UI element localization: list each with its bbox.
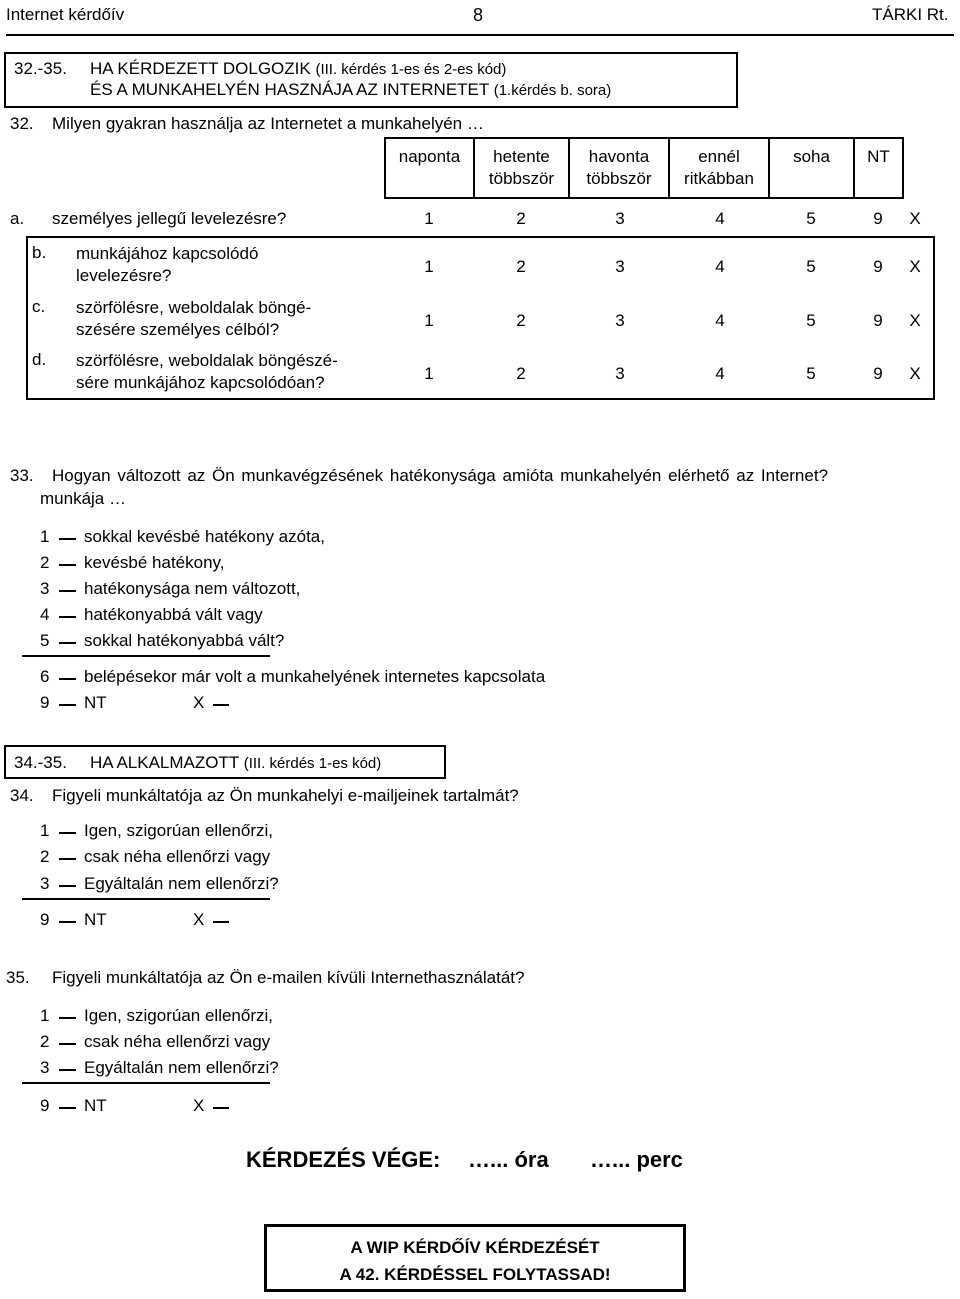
q33-opt-2-label: kevésbé hatékony, <box>84 553 225 572</box>
code-2[interactable]: 2 <box>516 364 526 383</box>
col-label: NT <box>867 147 890 166</box>
filter-line2-main: ÉS A MUNKAHELYÉN HASZNÁJA AZ INTERNETET <box>90 80 489 99</box>
q35-nt-code[interactable]: 9 <box>40 1096 50 1115</box>
row-d-line1: szörfölésre, weboldalak böngészé- <box>76 351 338 370</box>
col-ennel <box>670 146 768 190</box>
filter-line1 <box>90 59 506 79</box>
dash <box>59 1107 76 1109</box>
q35-opt-2-code[interactable]: 2 <box>40 1032 50 1051</box>
dash <box>59 858 76 860</box>
dash <box>59 616 76 618</box>
col-label: ennél <box>698 147 740 166</box>
q33-nt-label: NT <box>84 693 107 712</box>
code-3[interactable]: 3 <box>615 209 625 228</box>
row-d-label <box>76 350 338 394</box>
dash <box>59 564 76 566</box>
code-5[interactable]: 5 <box>806 311 816 330</box>
col-nt <box>855 146 902 168</box>
filter-qnum: 32.-35. <box>14 59 67 78</box>
dash <box>59 704 76 706</box>
q33-opt-1-code[interactable]: 1 <box>40 527 50 546</box>
header-right: TÁRKI Rt. <box>872 5 949 24</box>
code-9[interactable]: 9 <box>873 257 883 276</box>
code-5[interactable]: 5 <box>806 209 816 228</box>
q33-opt-4-code[interactable]: 4 <box>40 605 50 624</box>
end-hour-field[interactable]: …... óra <box>468 1147 549 1172</box>
q32-text: Milyen gyakran használja az Internetet a munkahelyén … <box>52 114 484 133</box>
page-number: 8 <box>473 5 484 25</box>
code-9[interactable]: 9 <box>873 209 883 228</box>
q33-opt-3-code[interactable]: 3 <box>40 579 50 598</box>
q33-text2: munkája … <box>40 489 126 508</box>
continue-line1: A WIP KÉRDŐÍV KÉRDEZÉSÉT <box>350 1238 600 1257</box>
row-a-label: személyes jellegű levelezésre? <box>52 209 287 228</box>
row-b-label <box>76 243 258 287</box>
code-2[interactable]: 2 <box>516 209 526 228</box>
row-b-letter: b. <box>32 243 47 262</box>
filter-line2 <box>90 80 611 100</box>
q35-opt-3-label: Egyáltalán nem ellenőrzi? <box>84 1058 279 1077</box>
q33-opt-6-label: belépésekor már volt a munkahelyének internetes kapcsolata <box>84 667 546 686</box>
end-label: KÉRDEZÉS VÉGE: <box>246 1147 441 1172</box>
col-havonta <box>570 146 668 190</box>
code-x[interactable]: X <box>909 364 921 383</box>
code-4[interactable]: 4 <box>715 311 725 330</box>
dash <box>59 921 76 923</box>
code-3[interactable]: 3 <box>615 311 625 330</box>
q33-opt-1-label: sokkal kevésbé hatékony azóta, <box>84 527 325 546</box>
q34-nt-label: NT <box>84 910 107 929</box>
row-c-label <box>76 297 311 341</box>
col-label: havonta <box>588 147 650 166</box>
code-1[interactable]: 1 <box>424 311 434 330</box>
col-label: hetente <box>493 147 550 166</box>
q34-number: 34. <box>10 786 34 805</box>
q34-text: Figyeli munkáltatója az Ön munkahelyi e-mailjeinek tartalmát? <box>52 786 519 805</box>
q34-x-code[interactable]: X <box>193 910 205 929</box>
col-label: többször <box>488 169 555 188</box>
row-b-line1: munkájához kapcsolódó <box>76 244 259 263</box>
filter2-main: HA ALKALMAZOTT <box>90 753 239 772</box>
q35-opt-2-label: csak néha ellenőrzi vagy <box>84 1032 271 1051</box>
q33-opt-2-code[interactable]: 2 <box>40 553 50 572</box>
q35-opt-1-label: Igen, szigorúan ellenőrzi, <box>84 1006 274 1025</box>
dash <box>59 538 76 540</box>
dash <box>59 1043 76 1045</box>
code-4[interactable]: 4 <box>715 209 725 228</box>
q34-opt-2-label: csak néha ellenőrzi vagy <box>84 847 271 866</box>
row-c-line2: szésére személyes célból? <box>76 320 280 339</box>
dash <box>213 704 229 706</box>
header-left: Internet kérdőív <box>6 5 125 24</box>
separator-line <box>22 898 270 900</box>
col-hetente <box>475 146 568 190</box>
q33-opt-3-label: hatékonysága nem változott, <box>84 579 301 598</box>
dash <box>213 1107 229 1109</box>
row-d-line2: sére munkájához kapcsolódóan? <box>76 373 325 392</box>
q35-x-code[interactable]: X <box>193 1096 205 1115</box>
code-2[interactable]: 2 <box>516 311 526 330</box>
code-5[interactable]: 5 <box>806 257 816 276</box>
separator-line <box>22 655 270 657</box>
code-4[interactable]: 4 <box>715 364 725 383</box>
dash <box>59 590 76 592</box>
q34-opt-1-label: Igen, szigorúan ellenőrzi, <box>84 821 274 840</box>
q34-opt-2-code[interactable]: 2 <box>40 847 50 866</box>
dash <box>59 1017 76 1019</box>
filter-line1-main: HA KÉRDEZETT DOLGOZIK <box>90 59 311 78</box>
row-b-line2: levelezésre? <box>76 266 172 285</box>
q35-opt-3-code[interactable]: 3 <box>40 1058 50 1077</box>
col-label: soha <box>793 147 830 166</box>
q33-opt-6-code[interactable]: 6 <box>40 667 50 686</box>
separator-line <box>22 1082 270 1084</box>
code-1[interactable]: 1 <box>424 364 434 383</box>
code-9[interactable]: 9 <box>873 364 883 383</box>
q34-opt-3-label: Egyáltalán nem ellenőrzi? <box>84 874 279 893</box>
q33-opt-5-label: sokkal hatékonyabbá vált? <box>84 631 285 650</box>
q35-nt-label: NT <box>84 1096 107 1115</box>
col-label: ritkábban <box>684 169 754 188</box>
q33-opt-4-label: hatékonyabbá vált vagy <box>84 605 263 624</box>
q34-opt-3-code[interactable]: 3 <box>40 874 50 893</box>
dash <box>59 1069 76 1071</box>
dash <box>59 678 76 680</box>
code-3[interactable]: 3 <box>615 364 625 383</box>
continue-line2: A 42. KÉRDÉSSEL FOLYTASSAD! <box>339 1265 611 1284</box>
code-3[interactable]: 3 <box>615 257 625 276</box>
dash <box>59 832 76 834</box>
header-rule <box>6 34 954 36</box>
row-a-letter: a. <box>10 209 25 228</box>
code-x[interactable]: X <box>909 209 921 228</box>
q33-number: 33. <box>10 466 34 485</box>
col-label: többször <box>586 169 652 188</box>
q32-number: 32. <box>10 114 34 133</box>
code-x[interactable]: X <box>909 311 921 330</box>
code-4[interactable]: 4 <box>715 257 725 276</box>
q35-opt-1-code[interactable]: 1 <box>40 1006 50 1025</box>
dash <box>59 885 76 887</box>
q33-x-code[interactable]: X <box>193 693 205 712</box>
code-1[interactable]: 1 <box>424 209 434 228</box>
code-9[interactable]: 9 <box>873 311 883 330</box>
code-2[interactable]: 2 <box>516 257 526 276</box>
q34-nt-code[interactable]: 9 <box>40 910 50 929</box>
code-x[interactable]: X <box>909 257 921 276</box>
q34-opt-1-code[interactable]: 1 <box>40 821 50 840</box>
filter2-note: (III. kérdés 1-es kód) <box>243 755 382 772</box>
col-soha <box>770 146 853 168</box>
q35-number: 35. <box>6 968 30 987</box>
q33-opt-5-code[interactable]: 5 <box>40 631 50 650</box>
row-d-letter: d. <box>32 350 47 369</box>
dash <box>213 921 229 923</box>
q35-text: Figyeli munkáltatója az Ön e-mailen kívüli Internethasználatát? <box>52 968 525 987</box>
code-5[interactable]: 5 <box>806 364 816 383</box>
q33-nt-code[interactable]: 9 <box>40 693 50 712</box>
q33-text: Hogyan változott az Ön munkavégzésének hatékonysága amióta munkahelyén elérhető az Internet? <box>52 466 829 485</box>
filter2-qnum: 34.-35. <box>14 753 67 772</box>
filter2-line <box>90 753 381 773</box>
row-c-line1: szörfölésre, weboldalak böngé- <box>76 298 312 317</box>
col-naponta <box>386 146 473 168</box>
row-c-letter: c. <box>32 297 46 316</box>
filter-line2-note: (1.kérdés b. sora) <box>493 82 612 99</box>
filter-line1-note: (III. kérdés 1-es és 2-es kód) <box>315 61 507 78</box>
code-1[interactable]: 1 <box>424 257 434 276</box>
end-min-field[interactable]: …... perc <box>590 1147 683 1172</box>
col-label: naponta <box>398 147 461 166</box>
dash <box>59 642 76 644</box>
